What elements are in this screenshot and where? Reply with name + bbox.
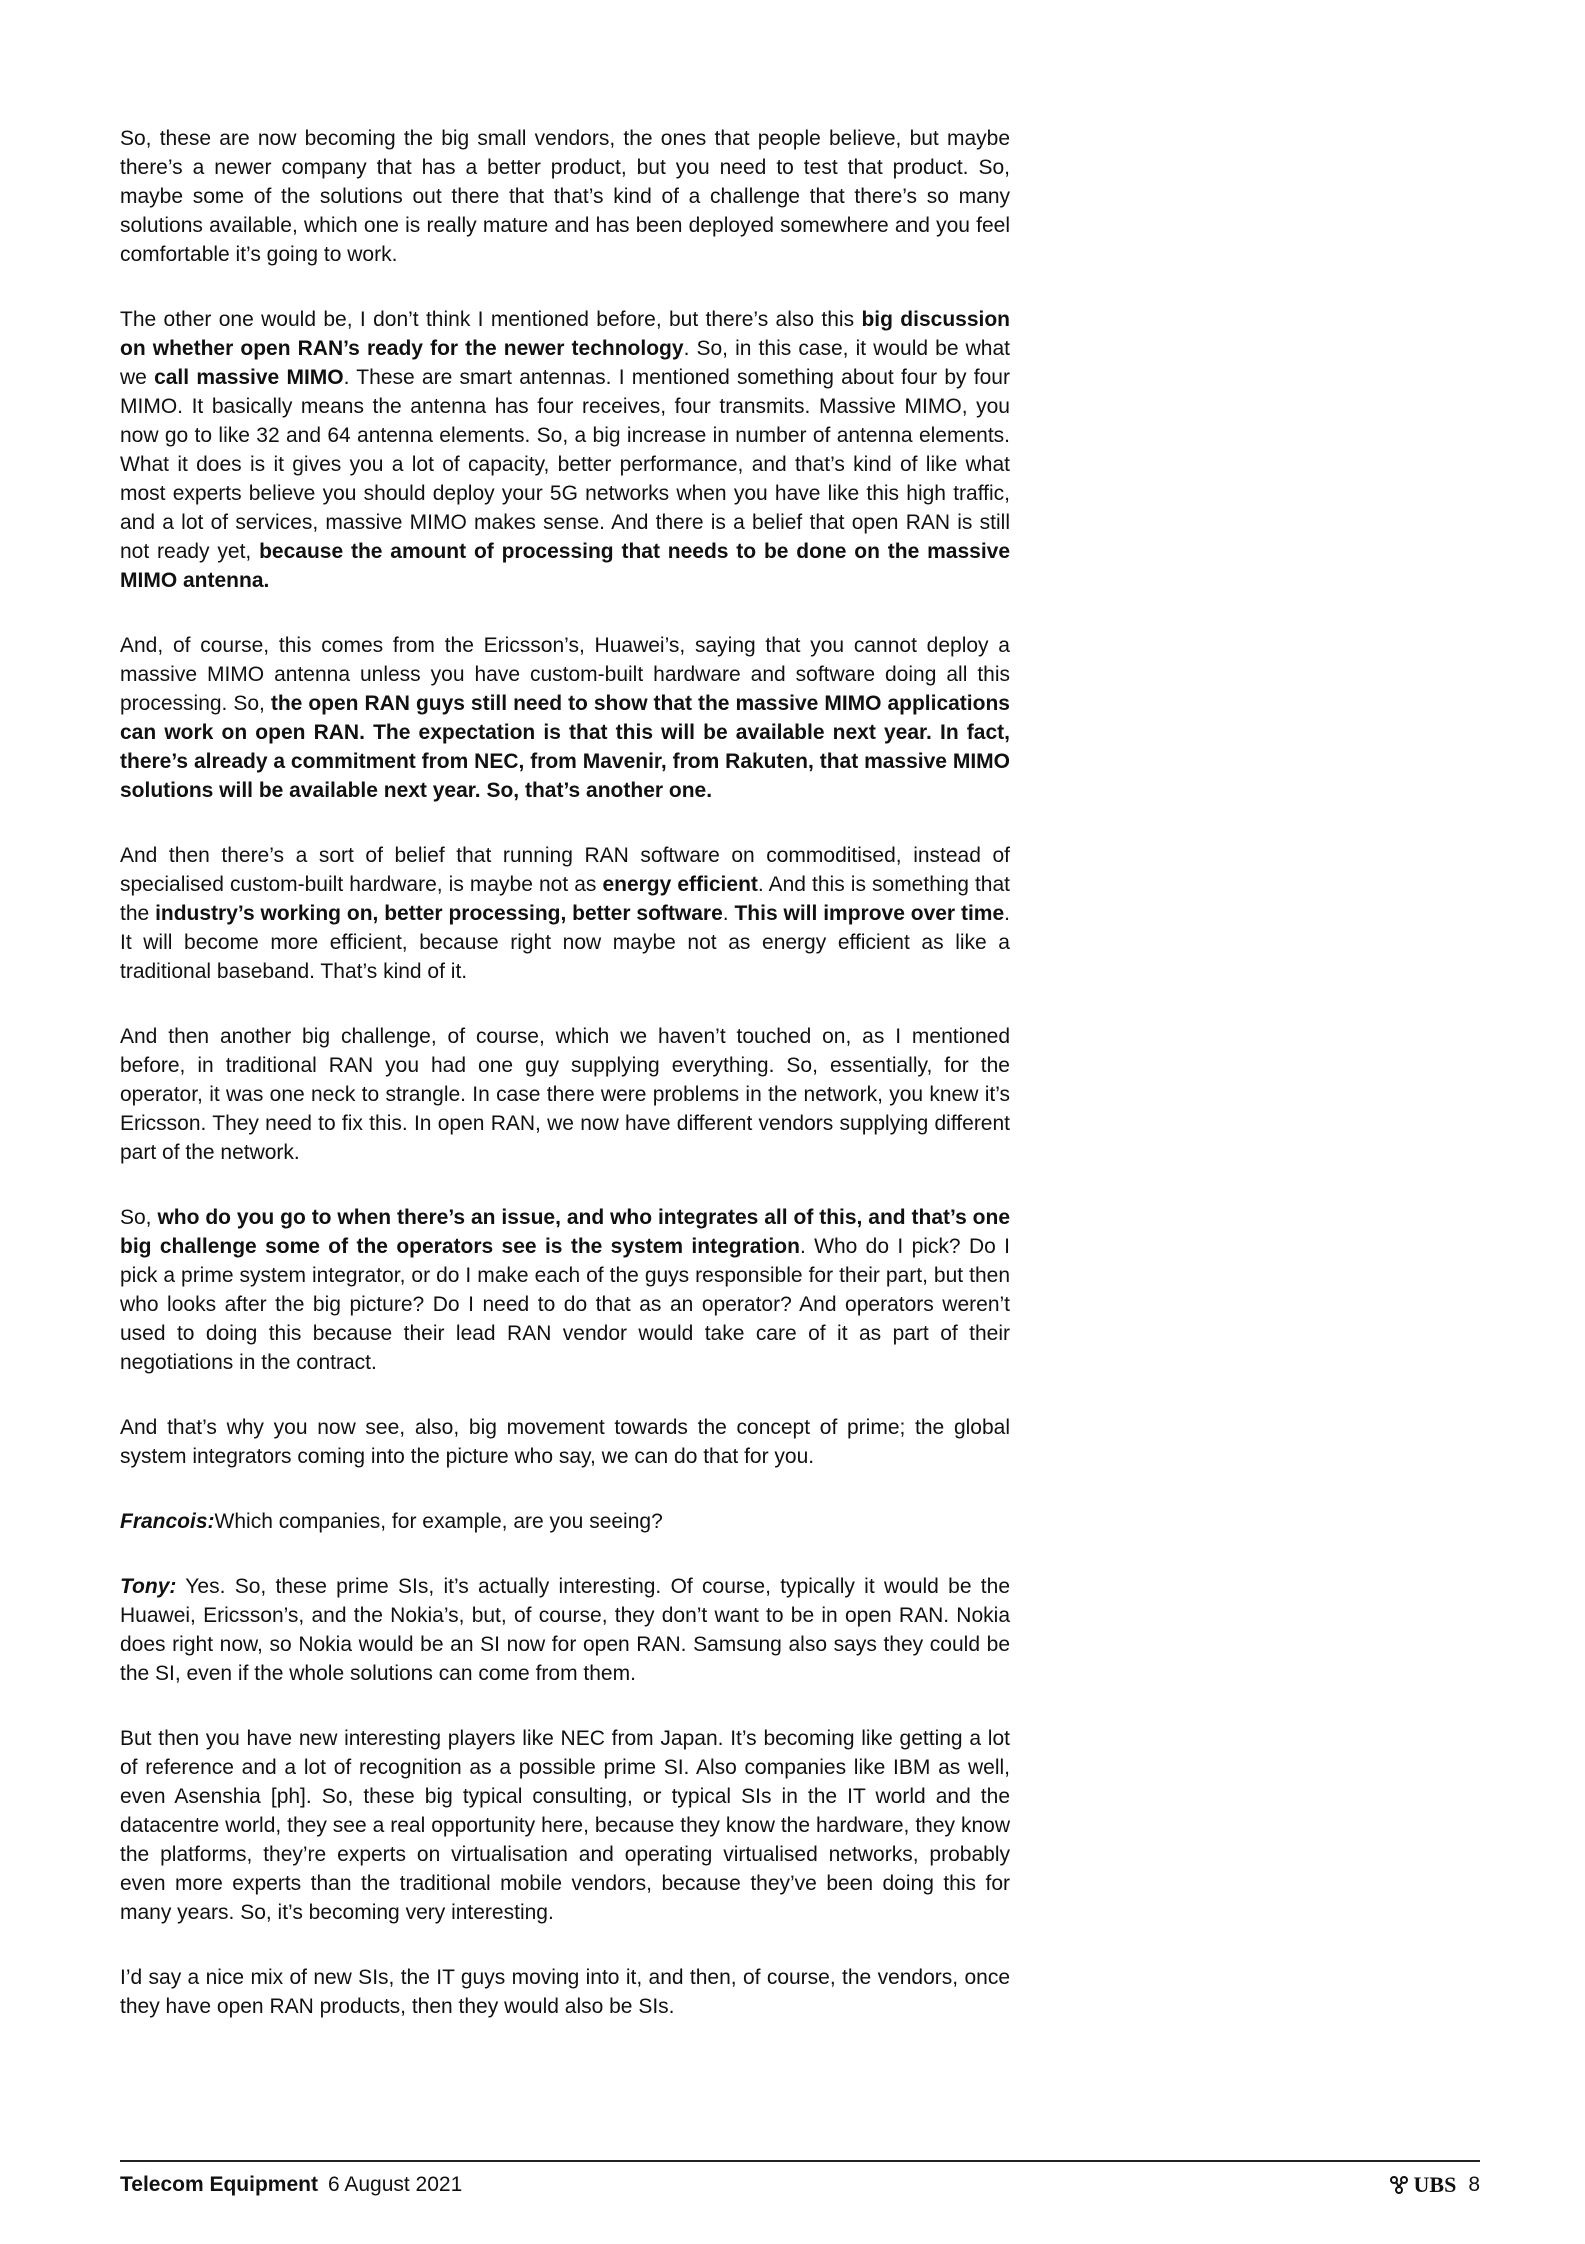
emphasis-text: who do you go to when there’s an issue, and who integrates all of this, and that’s one big challenge some of the operators see is the system integration — [120, 1206, 1010, 1258]
paragraph — [120, 1572, 1010, 1688]
emphasis-text: energy efficient — [602, 873, 758, 896]
paragraph — [120, 631, 1010, 805]
paragraph — [120, 1724, 1010, 1927]
paragraph-text: Which companies, for example, are you seeing? — [214, 1510, 663, 1533]
paragraph — [120, 841, 1010, 986]
footer-divider — [120, 2160, 1480, 2162]
paragraph-text: And then another big challenge, of course, which we haven’t touched on, as I mentioned before, in traditional RAN you had one guy supplying everything. So, essentially, for the operator, it was one neck to strangle. In case there were problems in the network, you knew it’s Ericsson. They need to fix this. In open RAN, we now have different vendors supplying different part of the network. — [120, 1025, 1010, 1164]
emphasis-text: call massive MIMO — [154, 366, 344, 389]
paragraph-text: And, of course, this comes from the Ericsson’s, Huawei’s, saying that you cannot deploy a massive MIMO antenna unless you have custom-built hardware and software doing all this processing. So, — [120, 634, 1010, 715]
paragraph-text: So, these are now becoming the big small vendors, the ones that people believe, but maybe there’s a newer company that has a better product, but you need to test that product. So, maybe some of the solutions out there that that’s kind of a challenge that there’s so many solutions available, which one is really mature and has been deployed somewhere and you feel comfortable it’s going to work. — [120, 127, 1010, 266]
speaker-name: Francois: — [120, 1510, 215, 1533]
paragraph-text: . These are smart antennas. I mentioned something about four by four MIMO. It basically means the antenna has four receives, four transmits. Massive MIMO, you now go to like 32 and 64 antenna elements. So, a big increase in number of antenna elements. What it does is it gives you a lot of capacity, better performance, and that’s kind of like what most experts believe you should deploy your 5G networks when you have like this high traffic, and a lot of services, massive MIMO makes sense. And there is a belief that open RAN is still not ready yet, — [120, 366, 1010, 563]
paragraph — [120, 1022, 1010, 1167]
paragraph-text: So, — [120, 1206, 158, 1229]
emphasis-text: This will improve over time — [734, 902, 1005, 925]
emphasis-text: industry’s working on, better processing, better software — [155, 902, 723, 925]
paragraph-text: . — [722, 902, 735, 925]
page-footer — [120, 2170, 1480, 2200]
paragraph-text: . And this is something that the — [120, 873, 1010, 925]
emphasis-text: the open RAN guys still need to show that the massive MIMO applications can work on open RAN. The expectation is that this will be available next year. In fact, there’s already a commitment from NEC, from Mavenir, from Rakuten, that massive MIMO solutions will be available next year. So, that’s another one. — [120, 692, 1010, 802]
paragraph — [120, 1413, 1010, 1471]
publication-title: Telecom Equipment — [120, 2173, 318, 2196]
paragraph — [120, 305, 1010, 595]
ubs-logo — [1388, 2170, 1457, 2200]
footer-brand — [1388, 2170, 1480, 2200]
paragraph-text: The other one would be, I don’t think I mentioned before, but there’s also this — [120, 308, 862, 331]
emphasis-text: because the amount of processing that needs to be done on the massive MIMO antenna. — [120, 540, 1011, 592]
paragraph-text: And that’s why you now see, also, big movement towards the concept of prime; the global system integrators coming into the picture who say, we can do that for you. — [120, 1416, 1010, 1468]
paragraph-text: . So, in this case, it would be what we — [120, 337, 1010, 389]
paragraph-text: But then you have new interesting players like NEC from Japan. It’s becoming like getting a lot of reference and a lot of recognition as a possible prime SI. Also companies like IBM as well, even Asenshia [ph]. So, these big typical consulting, or typical SIs in the IT world and the datacentre world, they see a real opportunity here, because they know the hardware, they know the platforms, they’re experts on virtualisation and operating virtualised networks, probably even more experts than the traditional mobile vendors, because they’ve been doing this for many years. So, it’s becoming very interesting. — [120, 1727, 1010, 1924]
brand-name: UBS — [1413, 2172, 1457, 2197]
keys-icon — [1388, 2174, 1410, 2196]
paragraph-text: . Who do I pick? Do I pick a prime system integrator, or do I make each of the guys responsible for their part, but then who looks after the big picture? Do I need to do that as an operator? And operators weren’t used to doing this because their lead RAN vendor would take care of it as part of their negotiations in the contract. — [120, 1235, 1011, 1374]
paragraph — [120, 1963, 1010, 2021]
emphasis-text: big discussion on whether open RAN’s ready for the newer technology — [120, 308, 1010, 360]
paragraph-text: I’d say a nice mix of new SIs, the IT guys moving into it, and then, of course, the vendors, once they have open RAN products, then they would also be SIs. — [120, 1966, 1010, 2018]
speaker-name: Tony: — [120, 1575, 177, 1598]
body-text — [120, 124, 1010, 2057]
paragraph-text: And then there’s a sort of belief that running RAN software on commoditised, instead of specialised custom-built hardware, is maybe not as — [120, 844, 1010, 896]
paragraph — [120, 1203, 1010, 1377]
page-number: 8 — [1468, 2173, 1480, 2196]
paragraph — [120, 124, 1010, 269]
footer-publication-info — [120, 2170, 462, 2200]
paragraph — [120, 1507, 1010, 1536]
publication-date: 6 August 2021 — [327, 2173, 463, 2196]
paragraph-text: Yes. So, these prime SIs, it’s actually interesting. Of course, typically it would be the Huawei, Ericsson’s, and the Nokia’s, but, of course, they don’t want to be in open RAN. Nokia does right now, so Nokia would be an SI now for open RAN. Samsung also says they could be the SI, even if the whole solutions can come from them. — [120, 1575, 1010, 1685]
paragraph-text: . It will become more efficient, because right now maybe not as energy efficient as like a traditional baseband. That’s kind of it. — [120, 902, 1010, 983]
